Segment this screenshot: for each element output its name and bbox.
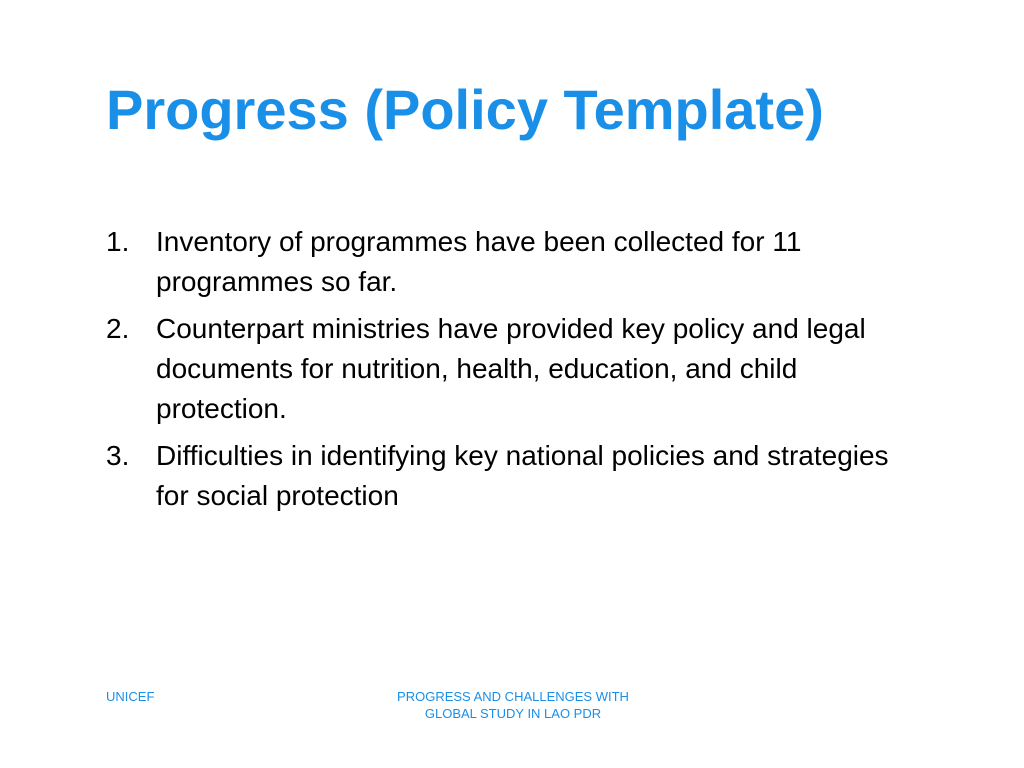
list-item [106, 222, 926, 302]
list-item-number: 2. [106, 313, 130, 344]
footer-title-line-2: GLOBAL STUDY IN LAO PDR [424, 706, 602, 721]
list-item [106, 309, 926, 429]
list-item-number: 3. [106, 440, 130, 471]
footer-presentation-title [360, 688, 666, 722]
list-item [106, 436, 926, 516]
list-item-text: Counterpart ministries have provided key policy and legal documents for nutrition, health, education, and child protection. [156, 313, 866, 424]
list-item-text: Difficulties in identifying key national policies and strategies for social protection [156, 440, 889, 511]
list-item-text: Inventory of programmes have been collected for 11 programmes so far. [156, 226, 802, 297]
list-item-number: 1. [106, 226, 130, 257]
footer-organization: UNICEF [106, 689, 155, 704]
slide-title: Progress (Policy Template) [106, 78, 824, 141]
footer-title-line-1: PROGRESS AND CHALLENGES WITH [397, 689, 629, 704]
numbered-list [106, 222, 926, 523]
